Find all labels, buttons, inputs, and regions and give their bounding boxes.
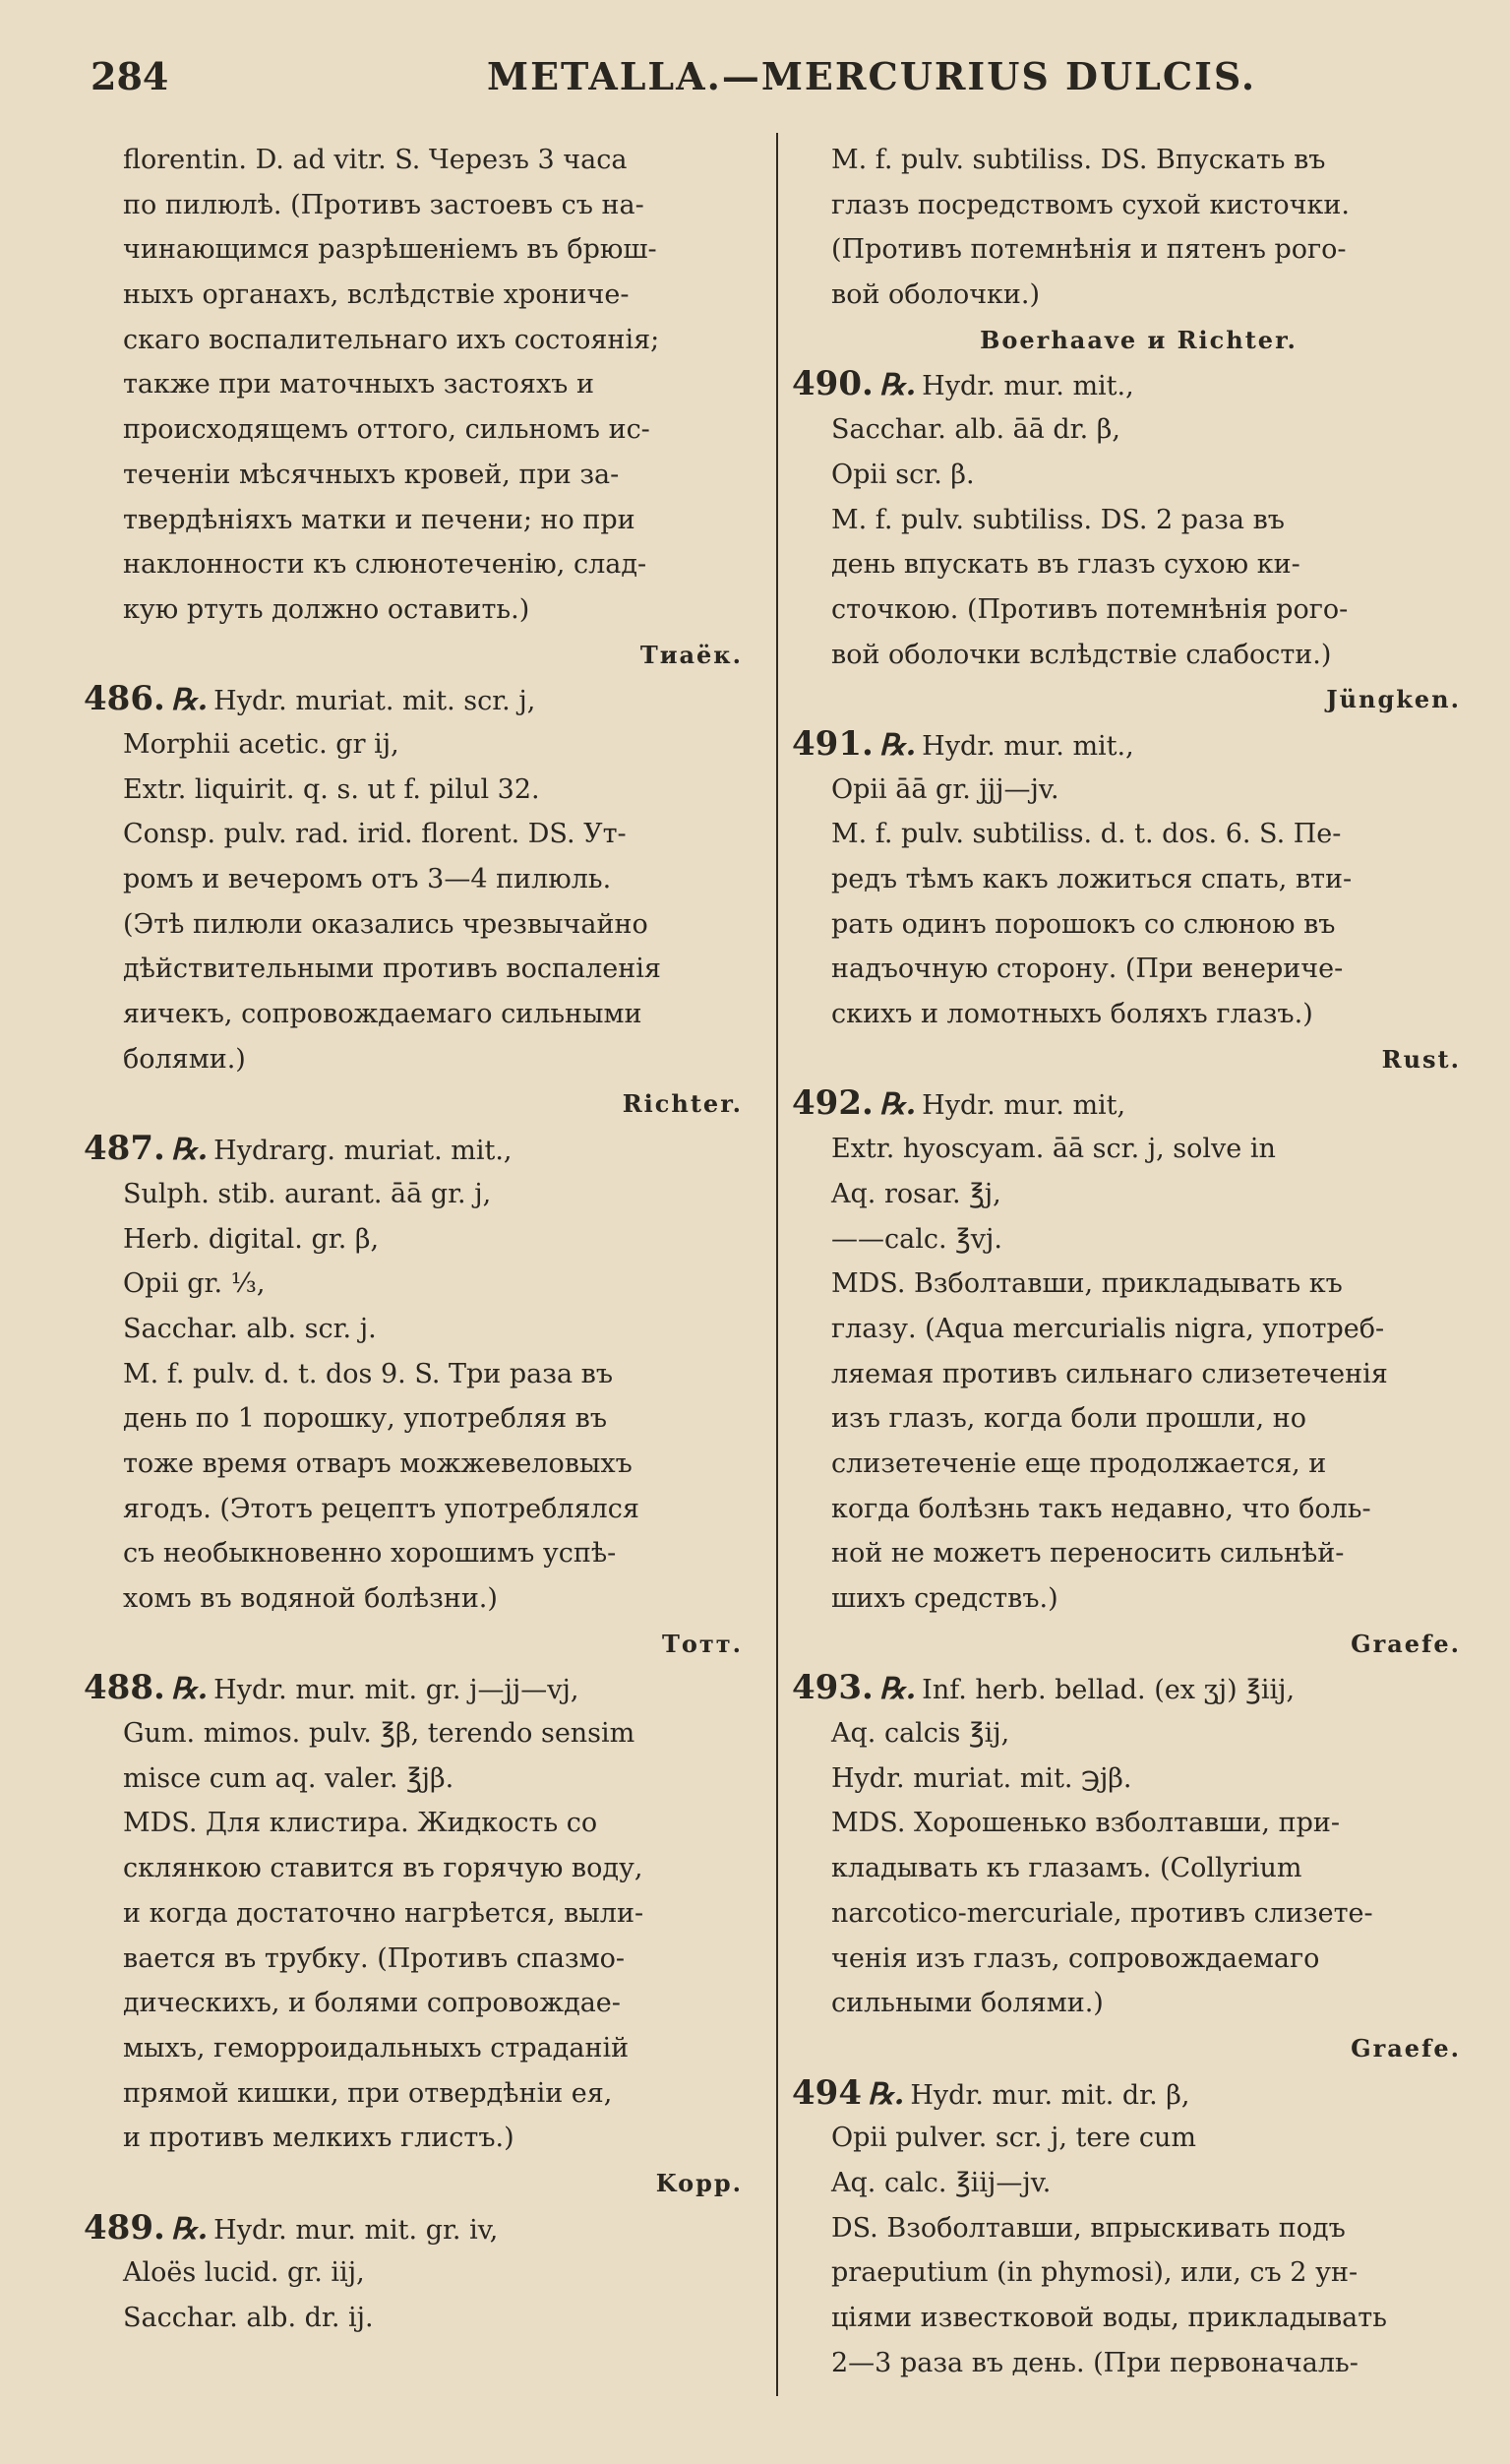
recipe-author: Jüngken. bbox=[1326, 685, 1461, 714]
text-line: Aloës lucid. gr. iij, bbox=[123, 2257, 365, 2289]
text-line: и когда достаточно нагрѣется, выли- bbox=[123, 1897, 644, 1929]
recipe-heading-line bbox=[792, 1081, 1485, 1127]
text-line: когда болѣзнь такъ недавно, что боль- bbox=[831, 1493, 1371, 1524]
recipe-number: 488. bbox=[84, 1668, 165, 1708]
recipe-symbol: ℞. bbox=[878, 1672, 917, 1707]
text-line: Gum. mimos. pulv. ℥β, terendo sensim bbox=[123, 1718, 635, 1750]
text-line: Aq. calcis ℥ij, bbox=[831, 1718, 1010, 1750]
recipe-author: Boerhaave и Richter. bbox=[980, 325, 1298, 354]
recipe-number: 492. bbox=[792, 1083, 874, 1124]
recipe-ingredient: Hydrarg. muriat. mit., bbox=[213, 1136, 513, 1167]
text-line: M. f. pulv. d. t. dos 9. S. Три раза въ bbox=[123, 1358, 614, 1389]
text-line: прямой кишки, при отвердѣніи ея, bbox=[123, 2077, 613, 2109]
text-line: скаго воспалительнаго ихъ состоянія; bbox=[123, 324, 660, 355]
text-line: склянкою ставится въ горячую воду, bbox=[123, 1853, 643, 1884]
text-line: Aq. calc. ℥iij—jv. bbox=[831, 2167, 1052, 2198]
recipe-heading-line bbox=[84, 677, 767, 722]
text-line: Aq. rosar. ℥j, bbox=[831, 1178, 1001, 1209]
recipe-symbol: ℞. bbox=[170, 2211, 209, 2247]
text-line: DS. Взоболтавши, впрыскивать подъ bbox=[831, 2212, 1346, 2244]
recipe-symbol: ℞. bbox=[878, 368, 917, 403]
text-line: также при маточныхъ застояхъ и bbox=[123, 369, 594, 400]
text-line: наклонности къ слюнотеченію, слад- bbox=[123, 549, 647, 581]
text-line: происходящемъ оттого, сильномъ ис- bbox=[123, 414, 650, 446]
text-line: M. f. pulv. subtiliss. d. t. dos. 6. S. Пе- bbox=[831, 819, 1342, 850]
text-line: Opii āā gr. jjj—jv. bbox=[831, 773, 1059, 805]
recipe-number: 487. bbox=[84, 1129, 165, 1169]
text-line: MDS. Для клистира. Жидкость со bbox=[123, 1808, 598, 1839]
text-line: скихъ и ломотныхъ боляхъ глазъ.) bbox=[831, 999, 1313, 1030]
text-line: MDS. Взболтавши, прикладывать къ bbox=[831, 1268, 1343, 1300]
text-line: глазъ посредствомъ сухой кисточки. bbox=[831, 189, 1350, 220]
recipe-number: 491. bbox=[792, 723, 874, 764]
text-line: вается въ трубку. (Противъ спазмо- bbox=[123, 1942, 626, 1974]
recipe-ingredient: Hydr. mur. mit. gr. j—jj—vj, bbox=[213, 1675, 579, 1706]
recipe-symbol: ℞. bbox=[878, 1087, 917, 1123]
recipe-ingredient: Hydr. mur. mit., bbox=[922, 730, 1134, 762]
text-line: Sacchar. alb. āā dr. β, bbox=[831, 414, 1120, 446]
text-line: надъочную сторону. (При венериче- bbox=[831, 954, 1344, 985]
recipe-author: Richter. bbox=[622, 1089, 743, 1119]
recipe-ingredient: Hydr. mur. mit. gr. iv, bbox=[213, 2214, 499, 2246]
recipe-heading-line bbox=[792, 362, 1485, 407]
text-line: тоже время отваръ можжевеловыхъ bbox=[123, 1448, 633, 1479]
recipe-number: 489. bbox=[84, 2207, 165, 2248]
text-line: MDS. Хорошенько взболтавши, при- bbox=[831, 1808, 1340, 1839]
recipe-author: Rust. bbox=[1381, 1044, 1461, 1074]
recipe-heading-line bbox=[84, 1666, 767, 1711]
recipe-symbol: ℞. bbox=[170, 1672, 209, 1707]
column-divider bbox=[776, 133, 778, 2396]
text-line: кую ртуть должно оставить.) bbox=[123, 593, 530, 625]
text-line: вой оболочки.) bbox=[831, 279, 1041, 311]
recipe-symbol: ℞. bbox=[170, 683, 209, 718]
text-line: и противъ мелкихъ глистъ.) bbox=[123, 2123, 514, 2154]
recipe-ingredient: Hydr. muriat. mit. scr. j, bbox=[213, 686, 536, 717]
text-line: ченія изъ глазъ, сопровождаемаго bbox=[831, 1942, 1320, 1974]
text-line: Sacchar. alb. dr. ij. bbox=[123, 2303, 374, 2333]
text-line: слизетеченіе еще продолжается, и bbox=[831, 1448, 1327, 1479]
page-number: 284 bbox=[91, 54, 169, 98]
text-line: Sulph. stib. aurant. āā gr. j, bbox=[123, 1178, 492, 1209]
recipe-ingredient: Hydr. mur. mit, bbox=[922, 1090, 1126, 1122]
recipe-author: Kopp. bbox=[655, 2168, 743, 2197]
text-line: яичекъ, сопровождаемаго сильными bbox=[123, 999, 642, 1030]
text-line: M. f. pulv. subtiliss. DS. 2 раза въ bbox=[831, 504, 1285, 535]
text-line: дѣйствительными противъ воспаленія bbox=[123, 954, 661, 985]
text-line: чинающимся разрѣшеніемъ въ брюш- bbox=[123, 234, 657, 266]
text-line: сильными болями.) bbox=[831, 1988, 1104, 2019]
recipe-heading-line bbox=[84, 1127, 767, 1172]
text-line: ныхъ органахъ, вслѣдствіе хрониче- bbox=[123, 279, 630, 311]
text-line: Morphii acetic. gr ij, bbox=[123, 728, 399, 760]
recipe-symbol: ℞. bbox=[878, 727, 917, 763]
text-line: narcotico-mercuriale, противъ слизете- bbox=[831, 1897, 1373, 1929]
text-line: по пилюлѣ. (Противъ застоевъ съ на- bbox=[123, 189, 644, 220]
recipe-ingredient: Inf. herb. bellad. (ex ʒj) ℥iij, bbox=[922, 1675, 1296, 1706]
text-line: ціями известковой воды, прикладывать bbox=[831, 2303, 1387, 2333]
text-line: твердѣніяхъ матки и печени; но при bbox=[123, 504, 635, 535]
text-line: Extr. liquirit. q. s. ut f. pilul 32. bbox=[123, 773, 540, 805]
text-line: хомъ въ водяной болѣзни.) bbox=[123, 1583, 498, 1614]
text-line: вой оболочки вслѣдствіе слабости.) bbox=[831, 639, 1332, 670]
text-line: Opii scr. β. bbox=[831, 459, 975, 490]
text-line: ной не можетъ переносить сильнѣй- bbox=[831, 1538, 1345, 1570]
left-column bbox=[84, 138, 767, 2341]
text-line: 2—3 раза въ день. (При первоначаль- bbox=[831, 2347, 1359, 2378]
text-line: Hydr. muriat. mit. ℈jβ. bbox=[831, 1762, 1132, 1794]
text-line: глазу. (Aqua mercurialis nigra, употреб- bbox=[831, 1313, 1385, 1344]
text-line: Sacchar. alb. scr. j. bbox=[123, 1313, 377, 1344]
text-line: ягодъ. (Этотъ рецептъ употреблялся bbox=[123, 1493, 639, 1524]
recipe-heading-line bbox=[84, 2206, 767, 2251]
text-line: (Противъ потемнѣнія и пятенъ рого- bbox=[831, 234, 1347, 266]
text-line: сточкою. (Противъ потемнѣнія рого- bbox=[831, 593, 1349, 625]
recipe-symbol: ℞. bbox=[867, 2076, 905, 2112]
text-line: мыхъ, геморроидальныхъ страданій bbox=[123, 2032, 630, 2064]
recipe-heading-line bbox=[792, 722, 1485, 768]
recipe-number: 494 bbox=[792, 2072, 862, 2113]
text-line: Opii pulver. scr. j, tere cum bbox=[831, 2123, 1196, 2154]
recipe-ingredient: Hydr. mur. mit., bbox=[922, 371, 1134, 402]
text-line: Opii gr. ⅓, bbox=[123, 1268, 266, 1300]
text-line: день по 1 порошку, употребляя въ bbox=[123, 1403, 608, 1435]
text-line: рать одинъ порошокъ со слюною въ bbox=[831, 908, 1336, 940]
text-line: съ необыкновенно хорошимъ успѣ- bbox=[123, 1538, 617, 1570]
recipe-number: 493. bbox=[792, 1668, 874, 1708]
recipe-number: 486. bbox=[84, 679, 165, 719]
running-title: METALLA.—MERCURIUS DULCIS. bbox=[487, 54, 1257, 98]
text-line: M. f. pulv. subtiliss. DS. Впускать въ bbox=[831, 145, 1326, 175]
recipe-symbol: ℞. bbox=[170, 1133, 209, 1168]
text-line: (Этѣ пилюли оказались чрезвычайно bbox=[123, 908, 648, 940]
recipe-author: Тотт. bbox=[662, 1629, 743, 1658]
text-line: ромъ и вечеромъ отъ 3—4 пилюль. bbox=[123, 864, 612, 894]
recipe-ingredient: Hydr. mur. mit. dr. β, bbox=[910, 2079, 1190, 2111]
recipe-author: Graefe. bbox=[1351, 1629, 1461, 1658]
recipe-author: Graefe. bbox=[1351, 2033, 1461, 2063]
recipe-heading-line bbox=[792, 1666, 1485, 1711]
text-line: Herb. digital. gr. β, bbox=[123, 1223, 380, 1255]
text-line: теченіи мѣсячныхъ кровей, при за- bbox=[123, 459, 620, 490]
text-line: florentin. D. ad vitr. S. Черезъ 3 часа bbox=[123, 145, 628, 175]
recipe-author: Тиаёк. bbox=[639, 640, 743, 669]
text-line: misce cum aq. valer. ℥jβ. bbox=[123, 1762, 454, 1794]
right-column bbox=[792, 138, 1485, 2385]
recipe-heading-line bbox=[792, 2071, 1485, 2117]
text-line: Consp. pulv. rad. irid. florent. DS. Ут- bbox=[123, 819, 627, 850]
text-line: ——calc. ℥vj. bbox=[831, 1223, 1002, 1255]
text-line: редъ тѣмъ какъ ложиться спать, вти- bbox=[831, 864, 1353, 894]
page-header bbox=[0, 54, 1510, 113]
text-line: шихъ средствъ.) bbox=[831, 1583, 1058, 1614]
text-line: Extr. hyoscyam. āā scr. j, solve in bbox=[831, 1134, 1276, 1165]
text-line: кладывать къ глазамъ. (Collyrium bbox=[831, 1853, 1302, 1884]
text-line: ляемая противъ сильнаго слизетеченія bbox=[831, 1358, 1388, 1389]
text-line: день впускать въ глазъ сухою ки- bbox=[831, 549, 1300, 581]
text-line: praeputium (in phymosi), или, съ 2 ун- bbox=[831, 2257, 1359, 2289]
text-line: болями.) bbox=[123, 1043, 246, 1075]
text-line: изъ глазъ, когда боли прошли, но bbox=[831, 1403, 1306, 1435]
text-line: дическихъ, и болями сопровождае- bbox=[123, 1988, 621, 2019]
recipe-number: 490. bbox=[792, 364, 874, 404]
